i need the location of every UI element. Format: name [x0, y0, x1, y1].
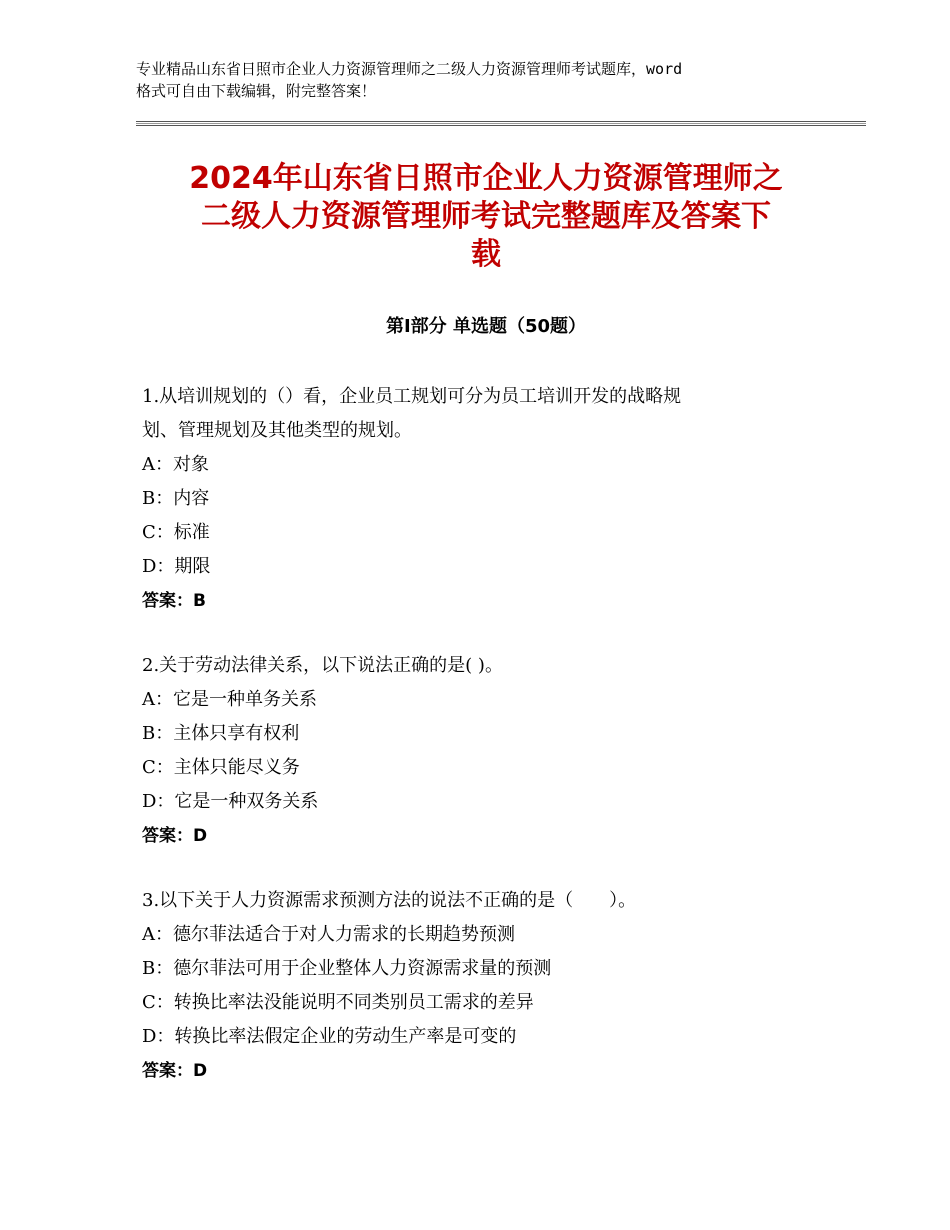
document-title — [136, 160, 836, 274]
answer: 答案：D — [142, 1061, 208, 1081]
option-a: A：它是一种单务关系 — [142, 689, 317, 710]
option-d: D：转换比率法假定企业的劳动生产率是可变的 — [142, 1026, 517, 1047]
option-c: C：转换比率法没能说明不同类别员工需求的差异 — [142, 992, 534, 1013]
question-stem: 3.以下关于人力资源需求预测方法的说法不正确的是（ ）。 — [142, 890, 637, 911]
question-3 — [142, 884, 822, 1088]
header-note — [136, 58, 826, 102]
option-d: D：期限 — [142, 556, 211, 577]
question-stem: 2.关于劳动法律关系，以下说法正确的是( )。 — [142, 655, 503, 676]
option-a: A：对象 — [142, 454, 209, 475]
option-d: D：它是一种双务关系 — [142, 791, 319, 812]
document-title-line-1: 2024年山东省日照市企业人力资源管理师之 — [189, 161, 783, 196]
question-stem — [142, 380, 822, 448]
answer: 答案：D — [142, 826, 208, 846]
option-b: B：德尔菲法可用于企业整体人力资源需求量的预测 — [142, 958, 552, 979]
answer: 答案：B — [142, 591, 206, 611]
option-a: A：德尔菲法适合于对人力需求的长期趋势预测 — [142, 924, 515, 945]
header-divider — [136, 121, 866, 126]
option-b: B：主体只享有权利 — [142, 723, 300, 744]
option-c: C：主体只能尽义务 — [142, 757, 300, 778]
question-stem-line-1: 1.从培训规划的（）看，企业员工规划可分为员工培训开发的战略规 — [142, 386, 682, 407]
header-note-line-2: 格式可自由下载编辑，附完整答案！ — [136, 82, 377, 100]
question-list — [142, 380, 822, 1119]
question-2 — [142, 649, 822, 853]
option-c: C：标准 — [142, 522, 210, 543]
question-1 — [142, 380, 822, 618]
option-b: B：内容 — [142, 488, 210, 509]
document-title-line-2: 二级人力资源管理师考试完整题库及答案下 — [201, 199, 771, 234]
section-title: 第Ⅰ部分 单选题（50题） — [385, 316, 586, 337]
question-stem-line-2: 划、管理规划及其他类型的规划。 — [142, 420, 412, 441]
header-note-line-1: 专业精品山东省日照市企业人力资源管理师之二级人力资源管理师考试题库，word — [136, 60, 683, 78]
document-title-line-3: 载 — [471, 237, 501, 272]
